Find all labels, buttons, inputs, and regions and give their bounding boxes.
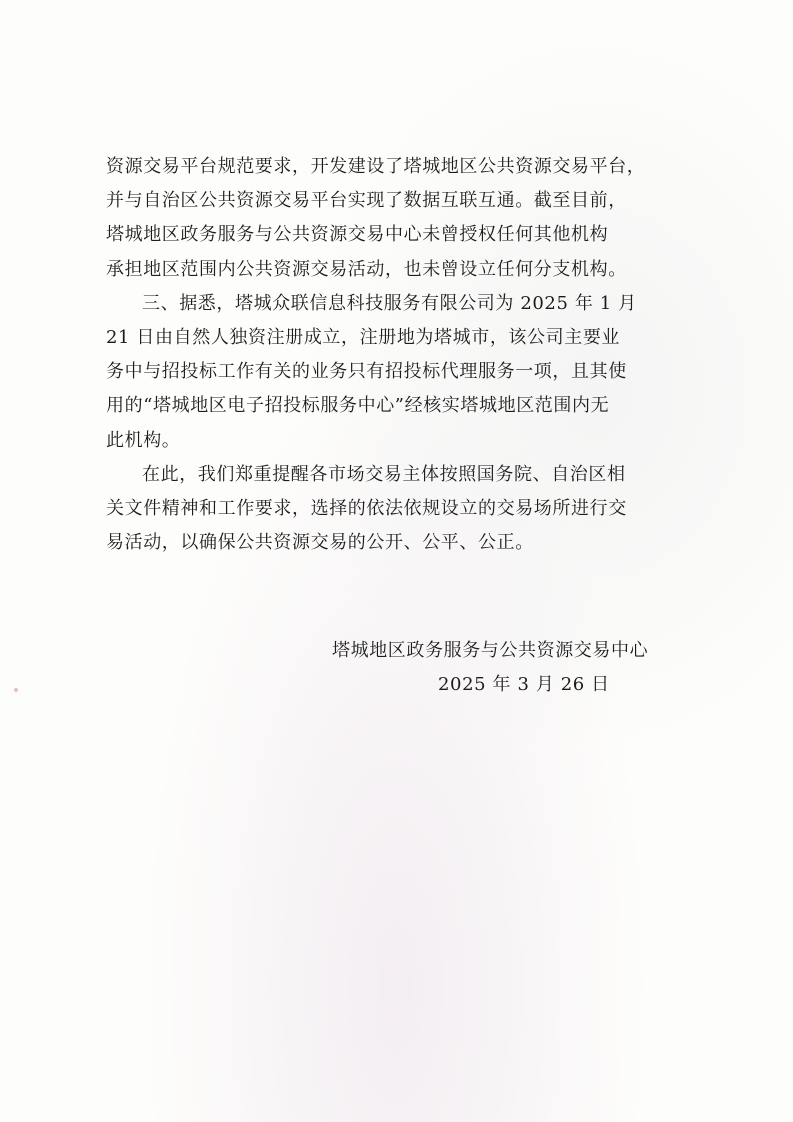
text-line: 此机构。 (106, 429, 181, 451)
text-line: 关文件精神和工作要求，选择的依法依规设立的交易场所进行交 (106, 498, 627, 520)
signature-block (332, 634, 648, 702)
text-line: 在此，我们郑重提醒各市场交易主体按照国务院、自治区相 (142, 463, 626, 485)
text-line: 三、据悉，塔城众联信息科技服务有限公司为 2025 年 1 月 (142, 292, 637, 314)
scan-speck (14, 688, 18, 692)
paragraph-3 (106, 458, 706, 561)
paragraph-1 (106, 150, 706, 287)
text-line: 易活动，以确保公共资源交易的公开、公平、公正。 (106, 532, 534, 554)
text-line: 用的“塔城地区电子招投标服务中心”经核实塔城地区范围内无 (106, 395, 610, 417)
text-line: 并与自治区公共资源交易平台实现了数据互联互通。截至目前， (106, 190, 627, 212)
text-line: 务中与招投标工作有关的业务只有招投标代理服务一项，且其使 (106, 361, 627, 383)
signature-organization: 塔城地区政务服务与公共资源交易中心 (332, 640, 649, 661)
text-line: 21 日由自然人独资注册成立，注册地为塔城市，该公司主要业 (106, 327, 621, 349)
document-body (106, 150, 706, 560)
text-line: 塔城地区政务服务与公共资源交易中心未曾授权任何其他机构 (106, 224, 609, 246)
text-line: 资源交易平台规范要求，开发建设了塔城地区公共资源交易平台， (106, 156, 646, 177)
signature-date: 2025 年 3 月 26 日 (438, 674, 610, 695)
text-line: 承担地区范围内公共资源交易活动，也未曾设立任何分支机构。 (106, 258, 627, 280)
paragraph-2 (106, 287, 706, 458)
